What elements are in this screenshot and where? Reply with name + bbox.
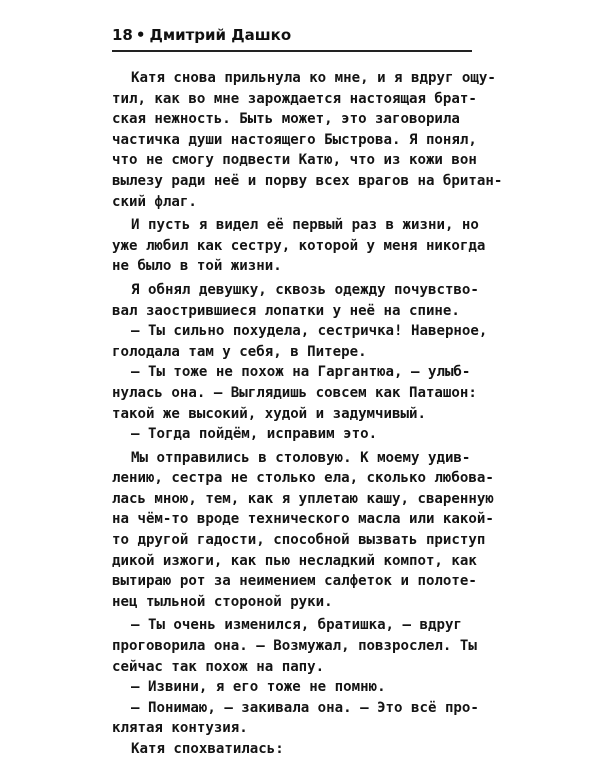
running-header — [112, 26, 291, 44]
text-line: — Ты сильно похудела, сестричка! Наверное, — [131, 323, 488, 340]
text-line: ский флаг. — [112, 193, 197, 210]
text-line: дикой изжоги, как пью несладкий компот, как — [112, 552, 477, 569]
text-line: что не смогу подвести Катю, что из кожи вон — [112, 152, 477, 169]
header-rule — [112, 50, 472, 52]
text-line: Я обнял девушку, сквозь одежду почувство- — [131, 281, 479, 298]
text-line: тил, как во мне зарождается настоящая брат- — [112, 90, 477, 107]
text-line: — Извини, я его тоже не помню. — [131, 679, 386, 696]
text-line: клятая контузия. — [112, 720, 248, 737]
text-line: вытираю рот за неимением салфеток и полоте- — [112, 573, 477, 590]
text-line: то другой гадости, способной вызвать приступ — [112, 532, 486, 549]
text-line: на чём-то вроде технического масла или какой- — [112, 511, 494, 528]
text-line: И пусть я видел её первый раз в жизни, но — [131, 217, 479, 234]
text-line: вал заострившиеся лопатки у неё на спине. — [112, 302, 460, 319]
text-line: лению, сестра не столько ела, сколько любова- — [112, 470, 494, 487]
text-line: уже любил как сестру, которой у меня никогда — [112, 237, 486, 254]
text-line: ская нежность. Быть может, это заговорила — [112, 111, 460, 128]
text-line: такой же высокий, худой и задумчивый. — [112, 405, 426, 422]
text-line: — Тогда пойдём, исправим это. — [131, 426, 378, 443]
text-line: лась мною, тем, как я уплетаю кашу, сваренную — [112, 490, 494, 507]
text-line: проговорила она. — Возмужал, повзрослел. Ты — [112, 638, 477, 655]
text-line: — Понимаю, — закивала она. — Это всё про- — [131, 699, 479, 716]
text-line: частичка души настоящего Быстрова. Я понял, — [112, 131, 477, 148]
text-line: Катя снова прильнула ко мне, и я вдруг ощу- — [131, 70, 496, 86]
text-line: Мы отправились в столовую. К моему удив- — [131, 449, 471, 466]
author-name: Дмитрий Дашко — [149, 26, 292, 44]
text-line: голодала там у себя, в Питере. — [112, 343, 367, 360]
text-line: Катя спохватилась: — [131, 741, 284, 757]
text-line: — Ты очень изменился, братишка, — вдруг — [131, 617, 462, 634]
text-line: нец тыльной стороной руки. — [112, 593, 333, 610]
text-line: не было в той жизни. — [112, 258, 282, 275]
page-number: 18 — [112, 26, 133, 44]
body-text — [112, 68, 502, 760]
text-line: нулась она. — Выглядишь совсем как Паташон: — [112, 384, 477, 401]
header-separator: • — [135, 26, 146, 44]
text-line: сейчас так похож на папу. — [112, 658, 325, 675]
text-line: вылезу ради неё и порву всех врагов на британ- — [112, 172, 503, 189]
text-line: — Ты тоже не похож на Гаргантюа, — улыб- — [131, 364, 471, 381]
